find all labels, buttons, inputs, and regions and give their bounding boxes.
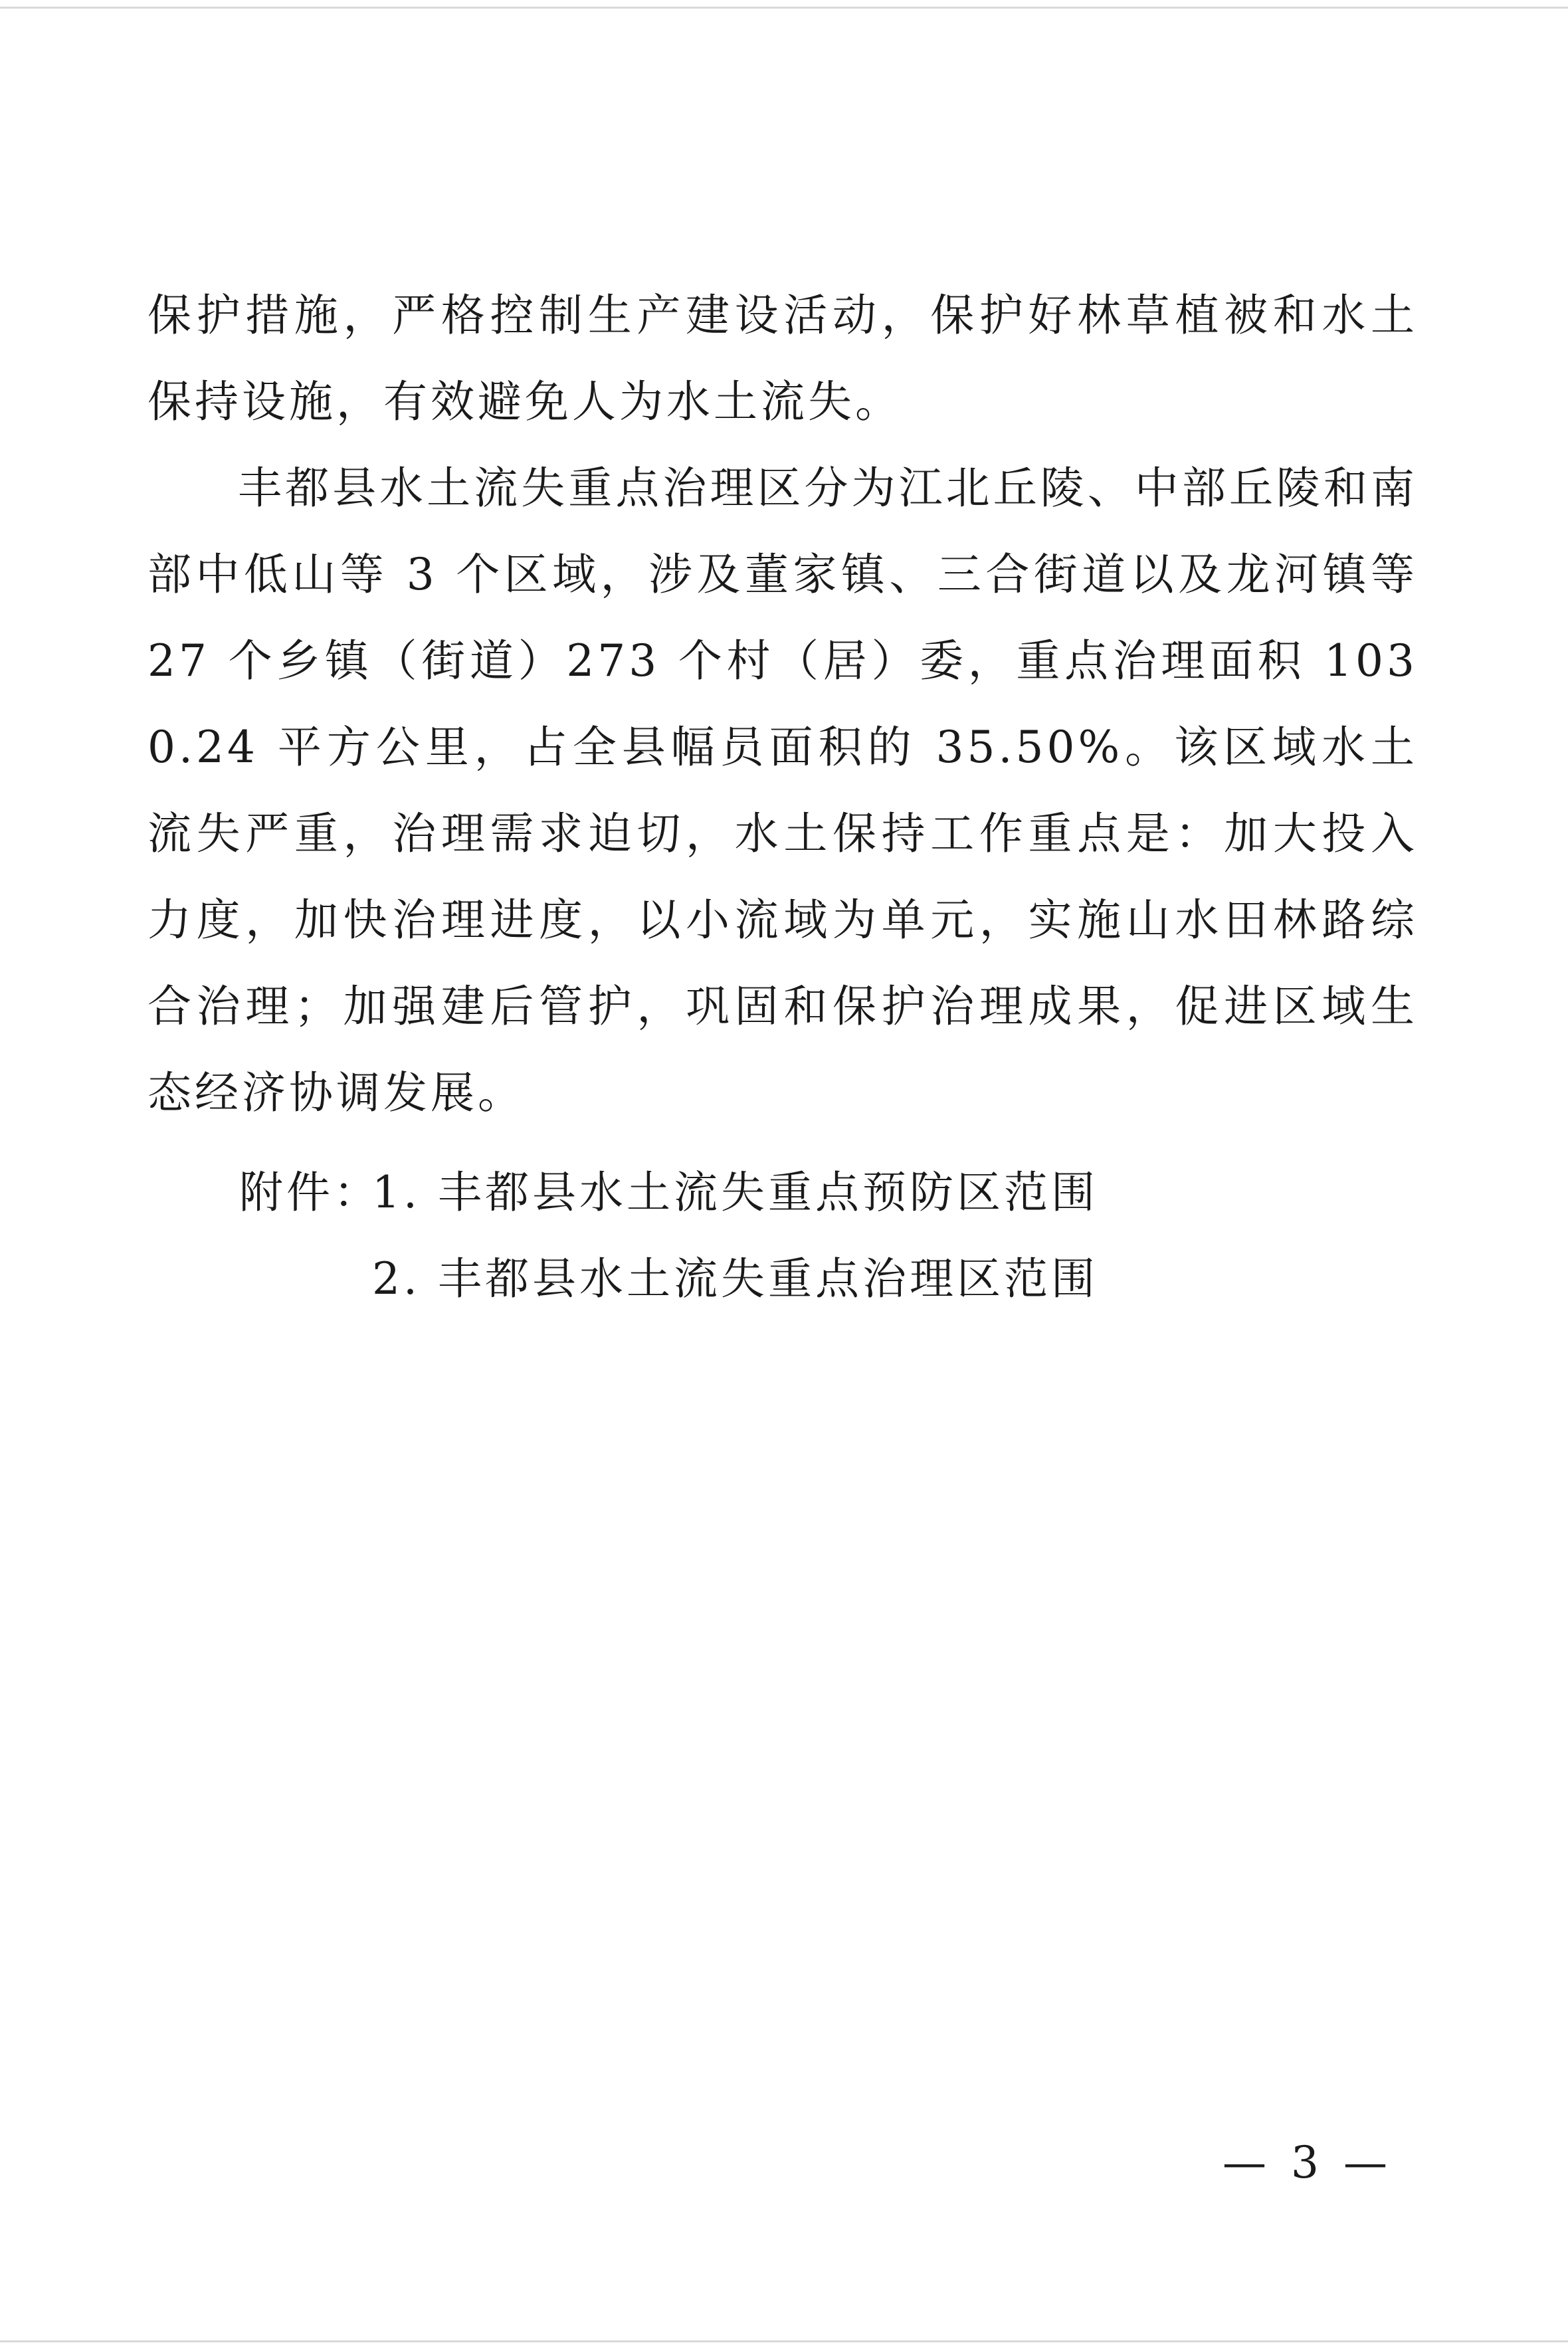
attachment-title-2: 2. 丰都县水土流失重点治理区范围	[372, 1253, 1098, 1304]
page-number: — 3 —	[1223, 2137, 1393, 2188]
top-border-line	[0, 7, 1568, 9]
attachments-label: 附件：	[239, 1167, 381, 1218]
document-body	[147, 272, 1418, 1136]
paragraph-continuation: 保护措施，严格控制生产建设活动，保护好林草植被和水土保持设施，有效避免人为水土流失。	[147, 290, 1418, 427]
attachment-title-1: 1. 丰都县水土流失重点预防区范围	[372, 1167, 1098, 1218]
bottom-border-line	[0, 2340, 1568, 2342]
attachment-item-1	[239, 1150, 1098, 1236]
attachments-list	[239, 1150, 1098, 1322]
attachment-item-2	[239, 1236, 1098, 1322]
paragraph-key-treatment-area: 丰都县水土流失重点治理区分为江北丘陵、中部丘陵和南部中低山等 3 个区域，涉及董家镇、三合街道以及龙河镇等 27 个乡镇（街道）273 个村（居）委，重点治理面积 1030.24 平方公里，占全县幅员面积的 35.50%。该区域水土流失严重，治理需求迫切，水土保持工作重点是：加大投入力度，加快治理进度，以小流域为单元，实施山水田林路综合治理；加强建后管护，巩固和保护治理成果，促进区域生态经济协调发展。	[147, 462, 1418, 1118]
